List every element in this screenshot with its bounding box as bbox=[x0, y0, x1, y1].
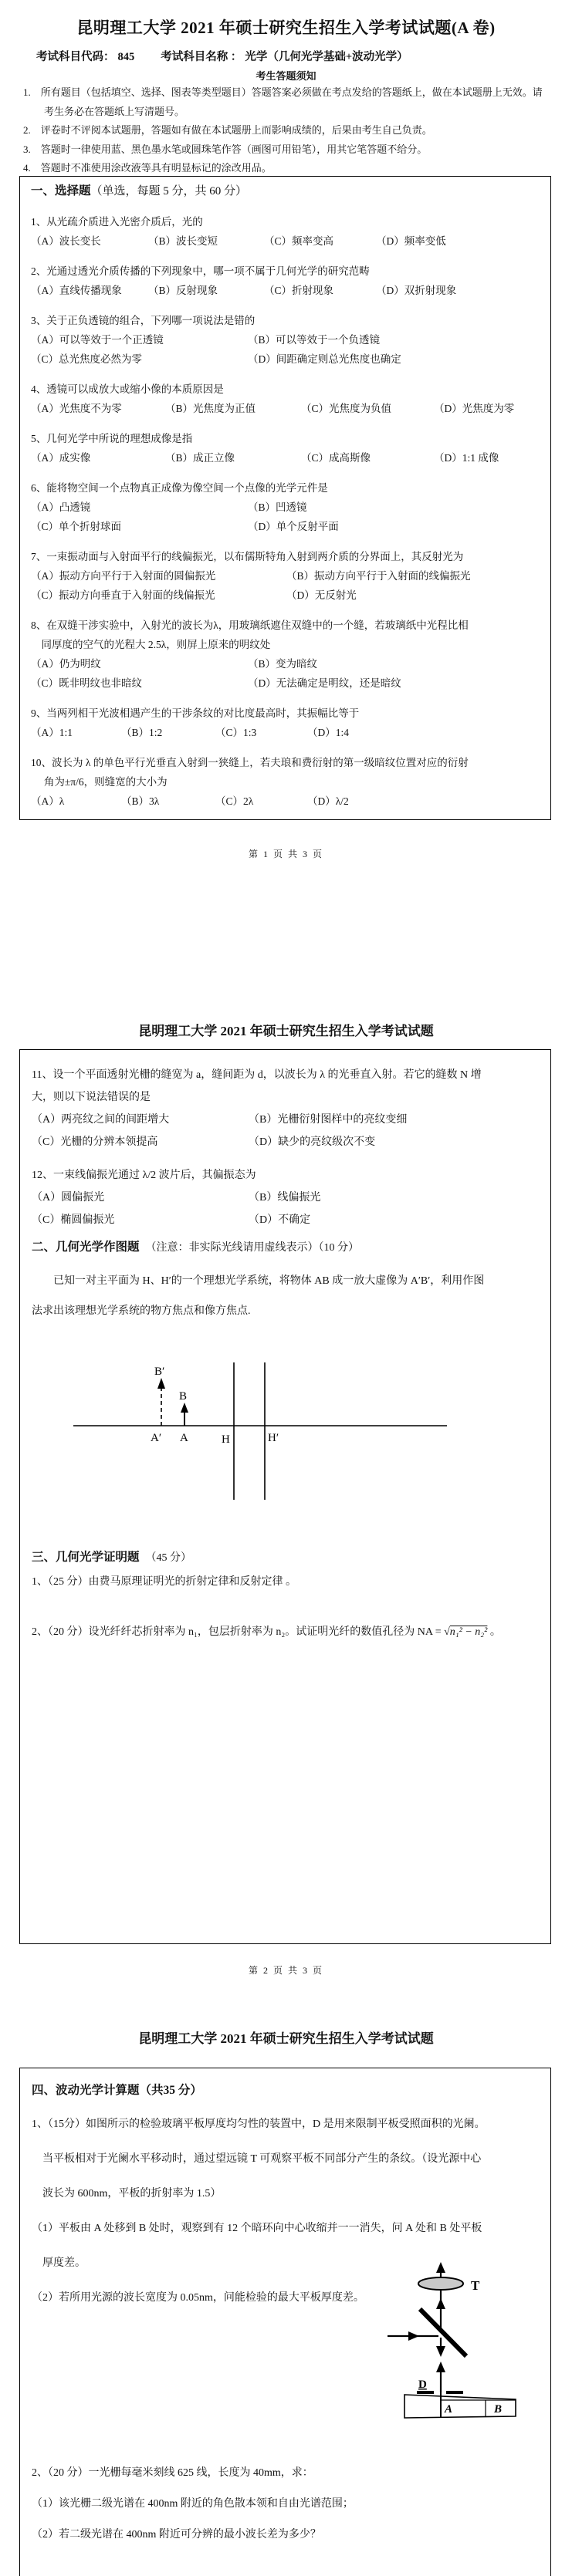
question-stem-line: 8、在双缝干涉实验中，入射光的波长为λ，用玻璃纸遮住双缝中的一个缝，若玻璃纸中光程比相 bbox=[31, 620, 469, 631]
question-stem-line: 5、几何光学中所说的理想成像是指 bbox=[31, 433, 193, 444]
section2-body-line: 已知一对主平面为 H、H′的一个理想光学系统，将物体 AB 成一放大虚像为 A′B′，利用作图 bbox=[32, 1275, 485, 1287]
question-stem-line: 2、光通过透光介质传播的下列现象中，哪一项不属于几何光学的研究范畴 bbox=[31, 265, 370, 277]
section1-title: 一、选择题 bbox=[31, 184, 91, 198]
page1-question-box bbox=[19, 176, 551, 820]
beam-arrowhead-down bbox=[436, 2346, 445, 2357]
question-option: （D）λ/2 bbox=[307, 795, 349, 807]
question-option: （C）2λ bbox=[215, 795, 254, 807]
optical-system-figure bbox=[70, 1356, 456, 1504]
question-option: （A）波长变长 bbox=[31, 235, 101, 247]
question-options bbox=[32, 1187, 541, 1231]
subject-code-value: 845 bbox=[117, 51, 135, 63]
beam-arrowhead-mid bbox=[436, 2298, 445, 2309]
page3-question-box bbox=[19, 2068, 551, 2576]
question-option: （D）1:1 成像 bbox=[434, 452, 499, 464]
question bbox=[32, 1164, 541, 1231]
question bbox=[31, 478, 540, 536]
question-option: （A）两亮纹之间的间距增大 bbox=[32, 1114, 170, 1126]
question-option: （B）凹透镜 bbox=[248, 501, 307, 513]
section1-heading bbox=[31, 181, 540, 201]
virtual-image-arrowhead bbox=[157, 1378, 165, 1389]
question-option: （D）1:4 bbox=[307, 727, 349, 738]
calc-q2-line: （2）若二级光谱在 400nm 附近可分辨的最小波长差为多少？ bbox=[32, 2529, 321, 2541]
question-option: （D）频率变低 bbox=[376, 235, 446, 247]
section3-note: （45 分） bbox=[151, 1552, 192, 1564]
calc-q1-line: 1、（15分）如图所示的检验玻璃平板厚度均匀性的装置中，D 是用来限制平板受照面积的光阑。 bbox=[32, 2119, 486, 2130]
question-option: （C）成高斯像 bbox=[301, 452, 371, 464]
question-option: （B）光栅衍射图样中的亮纹变细 bbox=[249, 1114, 408, 1126]
question-option: （A）凸透镜 bbox=[31, 501, 91, 513]
proof-item-2 bbox=[32, 1623, 501, 1639]
section4-heading bbox=[32, 2081, 202, 2101]
calc-q2-line: 2、（20 分）一光栅每毫米刻线 625 线，长度为 40mm，求： bbox=[32, 2467, 313, 2479]
question bbox=[31, 704, 540, 742]
subject-name-label: 考试科目名称 ： bbox=[161, 51, 242, 63]
calc-q1-line: （1）平板由 A 处移到 B 处时，观察到有 12 个暗环向中心收缩并一一消失，问 A 处和 B 处平板 bbox=[32, 2223, 482, 2234]
proof-item-1: 1、（25 分）由费马原理证明光的折射定律和反射定律 。 bbox=[32, 1576, 296, 1588]
choice-questions-page1 bbox=[31, 212, 540, 811]
question-option: （C）总光焦度必然为零 bbox=[31, 353, 143, 365]
section2-body-line: 法求出该理想光学系统的物方焦点和像方焦点. bbox=[32, 1305, 251, 1317]
question-option: （D）无法确定是明纹，还是暗纹 bbox=[248, 677, 401, 689]
subject-line bbox=[36, 48, 411, 64]
subject-code-label: 考试科目代码： bbox=[36, 51, 115, 63]
page2-header: 昆明理工大学 2021 年硕士研究生招生入学考试试题 bbox=[138, 1024, 434, 1038]
question-option: （C）光焦度为负值 bbox=[301, 403, 392, 414]
question-option: （C）振动方向垂直于入射面的线偏振光 bbox=[31, 589, 215, 601]
object-arrowhead bbox=[181, 1403, 188, 1413]
label-h-prime: H′ bbox=[268, 1432, 279, 1444]
question-option: （D）单个反射平面 bbox=[248, 521, 339, 532]
section4-title: 四、波动光学计算题（共35 分） bbox=[32, 2084, 202, 2097]
question-option: （C）椭圆偏振光 bbox=[32, 1214, 115, 1226]
question-option: （C）光栅的分辨本领提高 bbox=[32, 1136, 158, 1148]
question-option: （C）单个折射球面 bbox=[31, 521, 122, 532]
question-stem-line: 3、关于正负透镜的组合，下列哪一项说法是错的 bbox=[31, 315, 256, 326]
question-option: （A）λ bbox=[31, 795, 65, 807]
section3-heading bbox=[32, 1548, 191, 1568]
question-options bbox=[31, 231, 540, 251]
question-options bbox=[32, 1109, 541, 1153]
subject-name-value: 光学（几何光学基础+波动光学） bbox=[245, 51, 408, 63]
section2-title: 二、几何光学作图题 bbox=[32, 1241, 140, 1254]
calc-q1-line: （2）若所用光源的波长宽度为 0.05nm，问能检验的最大平板厚度差。 bbox=[32, 2292, 364, 2304]
question-option: （B）线偏振光 bbox=[249, 1192, 321, 1204]
question-option: （D）不确定 bbox=[249, 1214, 311, 1226]
question-stem-line: 10、波长为 λ 的单色平行光垂直入射到一狭缝上，若夫琅和费衍射的第一级暗纹位置对应的衍射 bbox=[31, 757, 469, 768]
notice-item: 1. 所有题目（包括填空、选择、图表等类型题目）答题答案必须做在考点发给的答题纸上，做在本试题册上无效。请考生务必在答题纸上写清题号。 bbox=[23, 86, 543, 117]
calc-q1-line: 当平板相对于光阑水平移动时，通过望远镜 T 可观察平板不同部分产生的条纹。（设光源中心 bbox=[32, 2153, 482, 2165]
notice-title: 考生答题须知 bbox=[256, 70, 316, 82]
page2-footer: 第 2 页 共 3 页 bbox=[248, 1965, 323, 1976]
calc-q1-line: 波长为 600nm，平板的折射率为 1.5） bbox=[32, 2188, 222, 2200]
question-stem-line: 7、一束振动面与入射面平行的线偏振光，以布儒斯特角入射到两介质的分界面上，其反射光为 bbox=[31, 551, 464, 562]
question-stem-line: 大，则以下说法错误的是 bbox=[32, 1092, 151, 1103]
question-option: （A）可以等效于一个正透镜 bbox=[31, 334, 164, 346]
question-option: （B）3λ bbox=[121, 795, 160, 807]
sqrt-symbol: √ bbox=[444, 1626, 450, 1638]
question-option: （D）无反射光 bbox=[286, 589, 357, 601]
notice-item: 2. 评卷时不评阅本试题册，答题如有做在本试题册上而影响成绩的，后果由考生自己负责。 bbox=[23, 124, 432, 136]
question bbox=[31, 616, 540, 693]
question-option: （A）光焦度不为零 bbox=[31, 403, 122, 414]
sqrt-radicand: n₁² − n₂² bbox=[449, 1626, 488, 1638]
question-options bbox=[31, 654, 540, 693]
question-stem-line: 11、设一个平面透射光栅的缝宽为 a，缝间距为 d，以波长为 λ 的光垂直入射。若它的缝数 N 增 bbox=[32, 1069, 482, 1081]
label-b: B bbox=[179, 1390, 188, 1403]
section3-title: 三、几何光学证明题 bbox=[32, 1551, 140, 1564]
question bbox=[31, 547, 540, 605]
question-options bbox=[31, 723, 540, 742]
page3-header: 昆明理工大学 2021 年硕士研究生招生入学考试试题 bbox=[138, 2031, 434, 2046]
question-stem-line: 6、能将物空间一个点物真正成像为像空间一个点像的光学元件是 bbox=[31, 482, 328, 494]
question-stem-line: 1、从光疏介质进入光密介质后，光的 bbox=[31, 216, 203, 228]
label-telescope: T bbox=[471, 2278, 480, 2293]
page1-title: 昆明理工大学 2021 年硕士研究生招生入学考试试题(A 卷) bbox=[76, 19, 496, 37]
question-option: （B）振动方向平行于入射面的线偏振光 bbox=[286, 570, 471, 582]
question-options bbox=[31, 448, 540, 468]
question bbox=[31, 429, 540, 468]
question-option: （B）波长变短 bbox=[148, 235, 218, 247]
question-option: （A）振动方向平行于入射面的圆偏振光 bbox=[31, 570, 216, 582]
question bbox=[31, 262, 540, 300]
question-option: （D）间距确定则总光焦度也确定 bbox=[248, 353, 401, 365]
question-options bbox=[31, 281, 540, 300]
question-options bbox=[31, 399, 540, 418]
question bbox=[31, 380, 540, 418]
beam-arrowhead-top bbox=[436, 2262, 445, 2273]
question-option: （D）缺少的亮纹级次不变 bbox=[249, 1136, 376, 1148]
section2-note: （注意：非实际光线请用虚线表示）（10 分） bbox=[151, 1242, 360, 1254]
question-option: （A）直线传播现象 bbox=[31, 285, 122, 296]
section1-title-note: （单选，每题 5 分，共 60 分） bbox=[90, 185, 248, 198]
label-aperture: D bbox=[418, 2378, 427, 2391]
question-option: （B）变为暗纹 bbox=[248, 658, 318, 670]
question bbox=[31, 753, 540, 811]
proof-item-2-text: 2、（20 分）设光纤纤芯折射率为 n₁，包层折射率为 n₂。试证明光纤的数值孔径为 NA = bbox=[32, 1626, 445, 1638]
calc-q2-line: （1）该光栅二级光谱在 400nm 附近的角色散本领和自由光谱范围； bbox=[32, 2498, 354, 2510]
section2-heading bbox=[32, 1237, 359, 1258]
notice-list bbox=[23, 83, 550, 178]
question-option: （D）双折射现象 bbox=[376, 285, 457, 296]
label-a-prime: A′ bbox=[151, 1432, 162, 1444]
section2-body bbox=[32, 1266, 484, 1326]
question-options bbox=[31, 330, 540, 369]
question-options bbox=[31, 566, 540, 605]
label-plate-b: B bbox=[494, 2403, 503, 2416]
question-stem-line: 角为±π/6，则缝宽的大小为 bbox=[31, 776, 168, 788]
question-options bbox=[31, 792, 540, 811]
question-option: （A）圆偏振光 bbox=[32, 1192, 105, 1204]
question-stem-line: 12、一束线偏振光通过 λ/2 波片后，其偏振态为 bbox=[32, 1170, 256, 1181]
question-option: （B）反射现象 bbox=[148, 285, 218, 296]
label-h: H bbox=[222, 1433, 230, 1446]
question-options bbox=[31, 498, 540, 536]
question-option: （C）既非明纹也非暗纹 bbox=[31, 677, 143, 689]
question-option: （A）成实像 bbox=[31, 452, 91, 464]
proof-item-2-end: 。 bbox=[487, 1626, 501, 1638]
question-option: （B）1:2 bbox=[121, 727, 163, 738]
telescope-lens bbox=[418, 2277, 463, 2290]
label-b-prime: B′ bbox=[154, 1366, 165, 1378]
question-stem-line: 9、当两列相干光波相遇产生的干涉条纹的对比度最高时，其振幅比等于 bbox=[31, 707, 360, 719]
question-option: （D）光焦度为零 bbox=[434, 403, 515, 414]
question-stem-line: 4、透镜可以成放大或缩小像的本质原因是 bbox=[31, 383, 224, 395]
question-option: （A）1:1 bbox=[31, 727, 73, 738]
calc-question-2 bbox=[32, 2458, 354, 2551]
notice-item: 4. 答题时不准使用涂改液等具有明显标记的涂改用品。 bbox=[23, 162, 272, 174]
question bbox=[31, 311, 540, 369]
page2-question-box bbox=[19, 1049, 551, 1944]
page1-footer: 第 1 页 共 3 页 bbox=[248, 849, 323, 859]
question-stem-line: 同厚度的空气的光程大 2.5λ，则屏上原来的明纹处 bbox=[31, 639, 271, 650]
label-a: A bbox=[180, 1432, 188, 1444]
question-option: （A）仍为明纹 bbox=[31, 658, 101, 670]
question-option: （C）频率变高 bbox=[264, 235, 334, 247]
question-option: （C）折射现象 bbox=[264, 285, 334, 296]
question-option: （B）光焦度为正值 bbox=[165, 403, 256, 414]
notice-item: 3. 答题时一律使用蓝、黑色墨水笔或圆珠笔作答（画图可用铅笔），用其它笔答题不给分。 bbox=[23, 143, 428, 155]
calc-q1-line: 厚度差。 bbox=[32, 2257, 86, 2269]
choice-questions-page2 bbox=[32, 1064, 541, 1242]
question-option: （B）可以等效于一个负透镜 bbox=[248, 334, 381, 346]
label-plate-a: A bbox=[445, 2403, 453, 2416]
question-option: （C）1:3 bbox=[215, 727, 257, 738]
question bbox=[32, 1064, 541, 1153]
question-option: （B）成正立像 bbox=[165, 452, 235, 464]
question bbox=[31, 212, 540, 251]
apparatus-figure bbox=[377, 2258, 535, 2424]
incoming-beam-arrowhead bbox=[408, 2331, 419, 2341]
